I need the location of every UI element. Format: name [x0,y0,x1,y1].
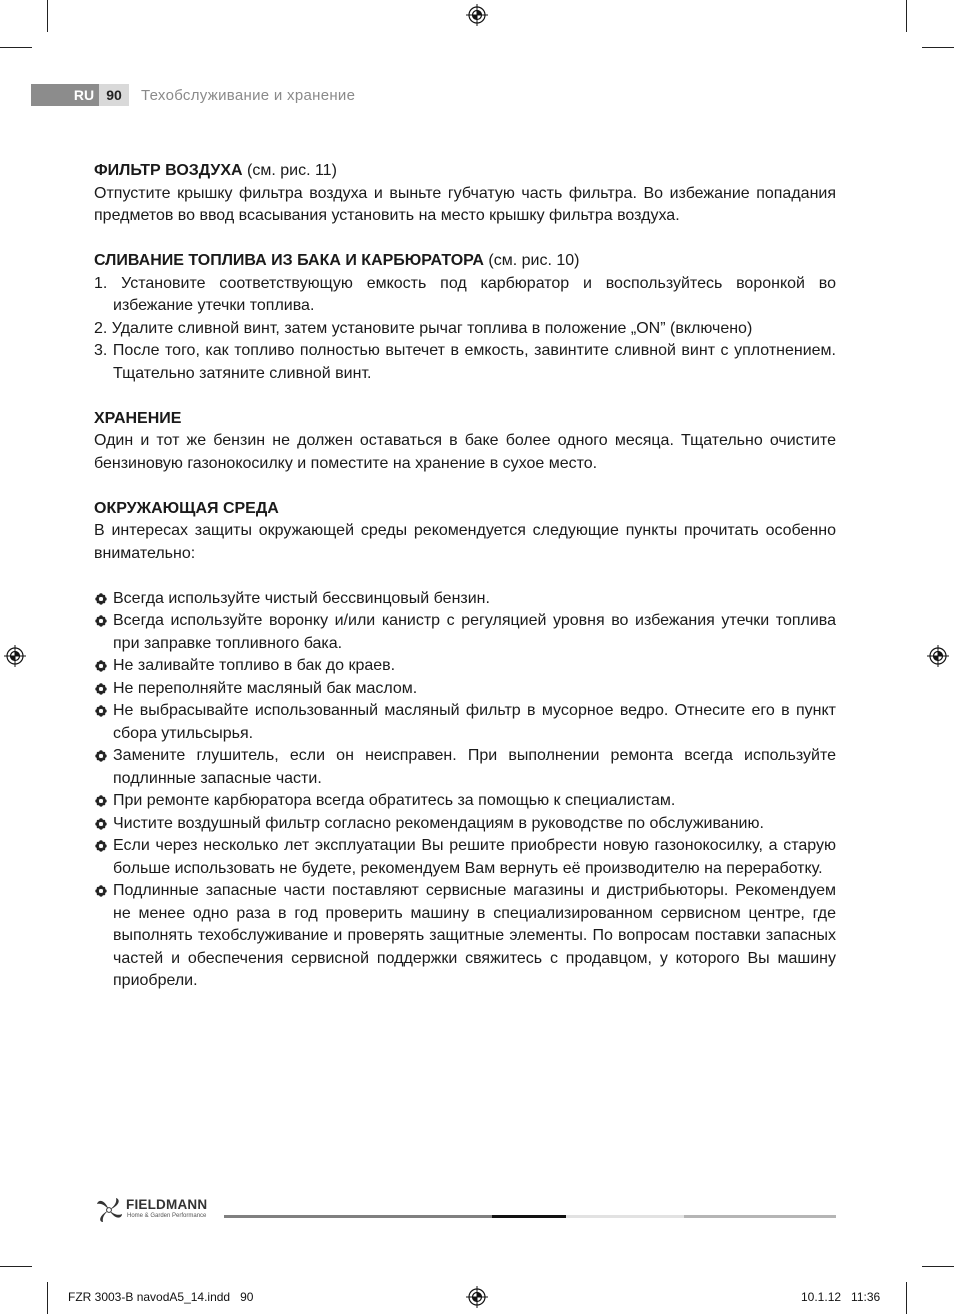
fan-logo-icon [94,1196,124,1224]
crop-mark-bottom-right-h [922,1266,954,1267]
section-title: Техобслуживание и хранение [141,87,356,104]
air-filter-section [94,160,836,183]
list-item: Не заливайте топливо в бак до краев. [94,655,836,678]
registration-mark-icon [466,1286,488,1308]
crop-mark-top-left-v [47,0,48,32]
footer-line-gray [224,1215,492,1218]
registration-mark-icon [927,645,949,667]
list-item: Всегда используйте чистый бессвинцовый бензин. [94,588,836,611]
list-item: Всегда используйте воронку и/или канистр с регуляцией уровня во избежания утечки топлива при заправке топливного бака. [94,610,836,655]
list-item: 2. Удалите сливной винт, затем установите рычаг топлива в положение „ON” (включено) [94,319,753,337]
fuel-drain-steps [94,273,836,386]
list-item: 3. После того, как топливо полностью вытечет в емкость, завинтите сливной винт с уплотнением. Тщательно затяните сливной винт. [94,342,836,382]
language-code: RU [73,87,95,103]
crop-mark-top-right-h [922,47,954,48]
registration-mark-icon [4,645,26,667]
flower-bullet-icon [95,795,107,807]
crop-mark-top-left-h [0,47,32,48]
flower-bullet-icon [95,885,107,897]
list-item: При ремонте карбюратора всегда обратитесь за помощью к специалистам. [94,790,836,813]
flower-bullet-icon [95,660,107,672]
air-filter-heading: ФИЛЬТР ВОЗДУХА [94,162,243,179]
slug-date: 10.1.12 11:36 [801,1290,881,1304]
environment-heading: ОКРУЖАЮЩАЯ СРЕДА [94,499,279,517]
slug-filename: FZR 3003-B navodA5_14.indd 90 [68,1290,254,1304]
list-item: 1. Установите соответствующую емкость под карбюратор и воспользуйтесь воронкой во избежание утечки топлива. [94,274,836,314]
air-filter-text: Отпустите крышку фильтра воздуха и выньте губчатую часть фильтра. Во избежание попадания предметов во ввод всасывания установить на место крышку фильтра воздуха. [94,184,836,224]
fuel-drain-heading-ref: (см. рис. 10) [483,252,580,269]
flower-bullet-icon [95,840,107,852]
footer-line-silver [684,1215,836,1218]
fieldmann-logo [94,1196,224,1224]
flower-bullet-icon [95,683,107,695]
page-number: 90 [99,84,129,106]
flower-bullet-icon [95,593,107,605]
brand-name: FIELDMANN [126,1197,208,1212]
environment-text: В интересах защиты окружающей среды рекомендуется следующие пункты прочитать особенно внимательно: [94,522,836,562]
storage-text: Один и тот же бензин не должен оставаться в баке более одного месяца. Тщательно очистите бензиновую газонокосилку и поместите на хранение в сухое место. [94,432,836,472]
list-item: Не переполняйте масляный бак маслом. [94,678,836,701]
crop-mark-top-right-v [906,0,907,32]
flower-bullet-icon [95,705,107,717]
flower-bullet-icon [95,818,107,830]
list-item: Замените глушитель, если он неисправен. При выполнении ремонта всегда используйте подлинные запасные части. [94,745,836,790]
list-item: Подлинные запасные части поставляют сервисные магазины и дистрибьюторы. Рекомендуем не менее одно раза в год проверить машину в специализированном сервисном центре, где выполнять техобслуживание и проверять защитные элементы. По вопросам поставки запасных частей и обеспечения сервисной поддержки свяжитесь с продавцом, у которого Вы машину приобрели. [94,880,836,993]
list-item: Не выбрасывайте использованный масляный фильтр в мусорное ведро. Отнесите его в пункт сбора утильсырья. [94,700,836,745]
crop-mark-bottom-right-v [906,1282,907,1314]
fuel-drain-heading: СЛИВАНИЕ ТОПЛИВА ИЗ БАКА И КАРБЮРАТОРА [94,252,484,269]
footer-line-black [492,1215,566,1218]
fuel-drain-section [94,250,836,273]
page-content [94,160,836,993]
flower-bullet-icon [95,615,107,627]
environment-list [94,588,836,993]
air-filter-heading-ref: (см. рис. 11) [242,162,337,179]
flower-bullet-icon [95,750,107,762]
storage-heading: ХРАНЕНИЕ [94,409,182,427]
list-item: Чистите воздушный фильтр согласно рекомендациям в руководстве по обслуживанию. [94,813,836,836]
crop-mark-bottom-left-v [47,1282,48,1314]
crop-mark-bottom-left-h [0,1266,32,1267]
list-item: Если через несколько лет эксплуатации Вы решите приобрести новую газонокосилку, а старую больше использовать не будете, рекомендуем Вам вернуть её производителю на переработку. [94,835,836,880]
brand-tagline: Home & Garden Performance [127,1213,207,1219]
registration-mark-icon [466,4,488,26]
footer-line-light [566,1215,684,1218]
